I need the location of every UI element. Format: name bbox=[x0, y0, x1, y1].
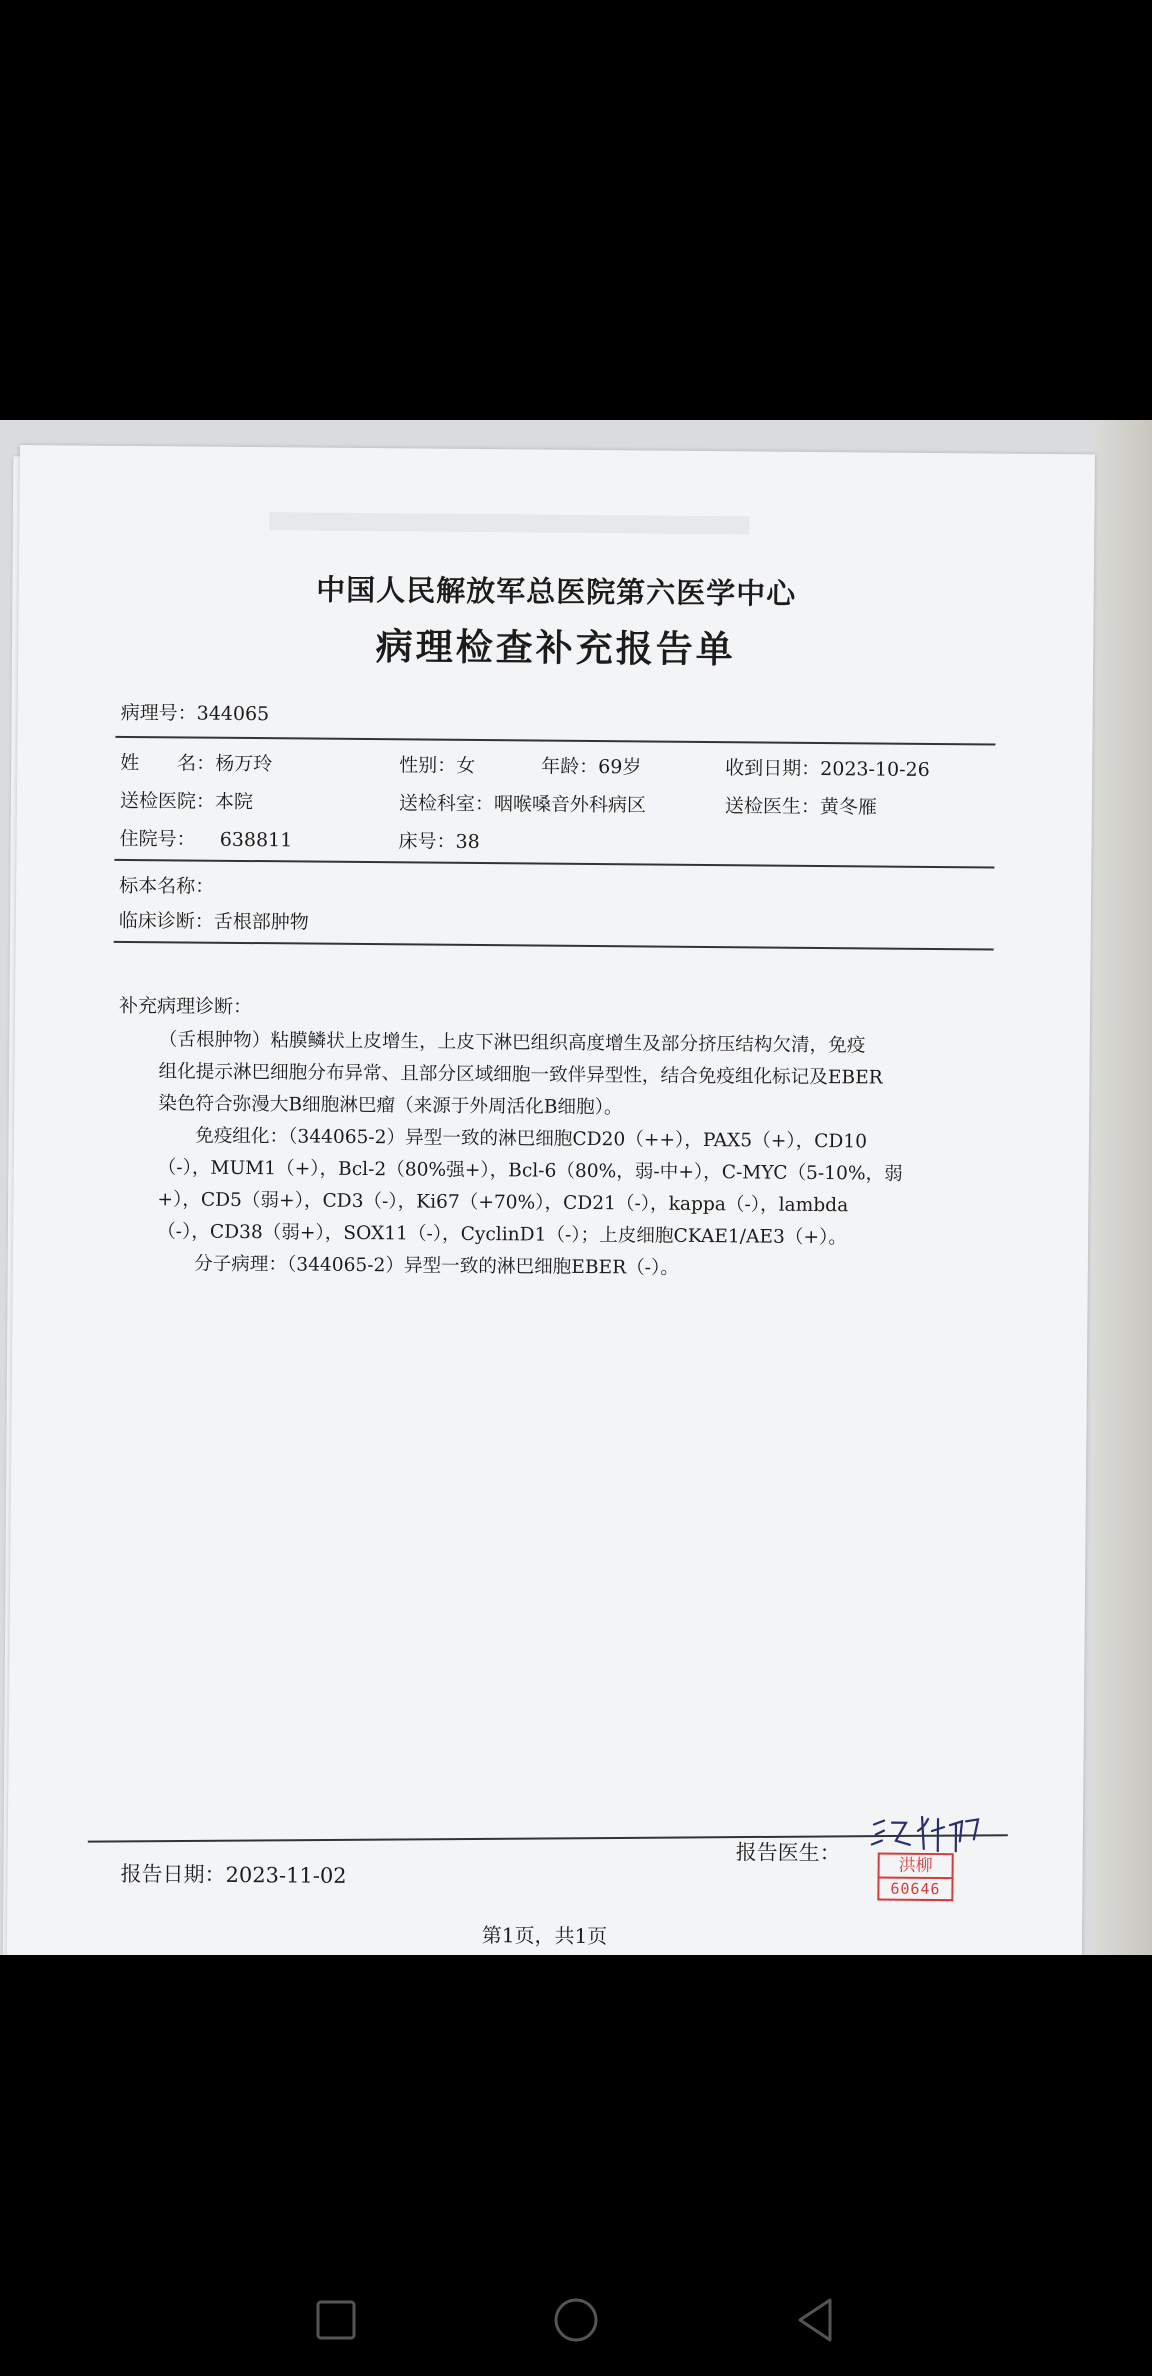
specimen-field: 标本名称： bbox=[119, 874, 215, 898]
divider bbox=[114, 859, 994, 869]
back-icon[interactable] bbox=[786, 2290, 846, 2350]
doctor-seal-stamp bbox=[877, 1853, 953, 1902]
android-navigation-bar bbox=[0, 2260, 1152, 2376]
patient-name: 杨万玲 bbox=[215, 752, 273, 776]
page-number: 第1页，共1页 bbox=[481, 1923, 608, 1949]
home-icon[interactable] bbox=[546, 2290, 606, 2350]
sending-doctor-field: 送检医生：黄冬雁 bbox=[724, 795, 877, 819]
document-photo bbox=[0, 420, 1152, 1955]
supplement-diagnosis-heading: 补充病理诊断： bbox=[119, 994, 253, 1019]
report-doctor-label: 报告医生： bbox=[735, 1840, 841, 1866]
recent-apps-icon[interactable] bbox=[306, 2290, 366, 2350]
patient-name-field bbox=[120, 748, 272, 776]
stamp-id: 60646 bbox=[890, 1879, 941, 1899]
inpatient-label: 住院号： bbox=[119, 827, 196, 851]
stamp-name: 洪柳 bbox=[880, 1855, 952, 1880]
clinical-diagnosis-field: 临床诊断：舌根部肿物 bbox=[118, 909, 309, 934]
inpatient-number-field bbox=[119, 824, 292, 853]
name-label: 姓 名： bbox=[120, 751, 216, 775]
report-title: 病理检查补充报告单 bbox=[375, 624, 736, 672]
report-date-label: 报告日期： bbox=[120, 1861, 226, 1887]
bed-field: 床号：38 bbox=[398, 830, 480, 854]
divider bbox=[115, 736, 995, 746]
table-surface bbox=[1092, 420, 1152, 1955]
hospital-name: 中国人民解放军总医院第六医学中心 bbox=[316, 572, 797, 611]
doctor-signature bbox=[866, 1810, 986, 1855]
report-date-field bbox=[120, 1858, 346, 1890]
show-through-text bbox=[269, 512, 749, 534]
department-field: 送检科室：咽喉嗓音外科病区 bbox=[398, 792, 646, 817]
report-date: 2023-11-02 bbox=[225, 1862, 347, 1888]
sending-hospital-field: 送检医院：本院 bbox=[119, 789, 254, 814]
pathology-report-page bbox=[7, 445, 1095, 1955]
pathology-number: 病理号：344065 bbox=[120, 701, 270, 726]
age-field: 年龄：69岁 bbox=[541, 755, 642, 779]
diagnosis-text: （舌根肿物）粘膜鳞状上皮增生，上皮下淋巴组织高度增生及部分挤压结构欠清，免疫 组化提示淋巴细胞分布异常、且部分区域细胞一致伴异型性，结合免疫组化标记及EBER 染色符合弥漫大B细胞淋巴瘤（来源于外周活化B细胞）。 免疫组化：（344065-2）异型一致的淋巴细胞CD20（++），PAX5（+），CD10 （-），MUM1（+），Bcl-2（80%强+），Bcl-6（80%，弱-中+），C-MYC（5-10%，弱 +），CD5（弱+），CD3（-），Ki67（+70%），CD21（-），kappa（-），lambda （-），CD38（弱+），SOX11（-），CyclinD1（-）；上皮细胞CKAE1/AE3（+）。 分子病理：（344065-2）异型一致的淋巴细胞EBER（-）。 bbox=[156, 1029, 903, 1279]
received-date-field: 收到日期：2023-10-26 bbox=[725, 757, 930, 781]
sex-field: 性别：女 bbox=[399, 754, 476, 777]
inpatient-number: 638811 bbox=[219, 828, 293, 852]
divider bbox=[114, 941, 994, 951]
